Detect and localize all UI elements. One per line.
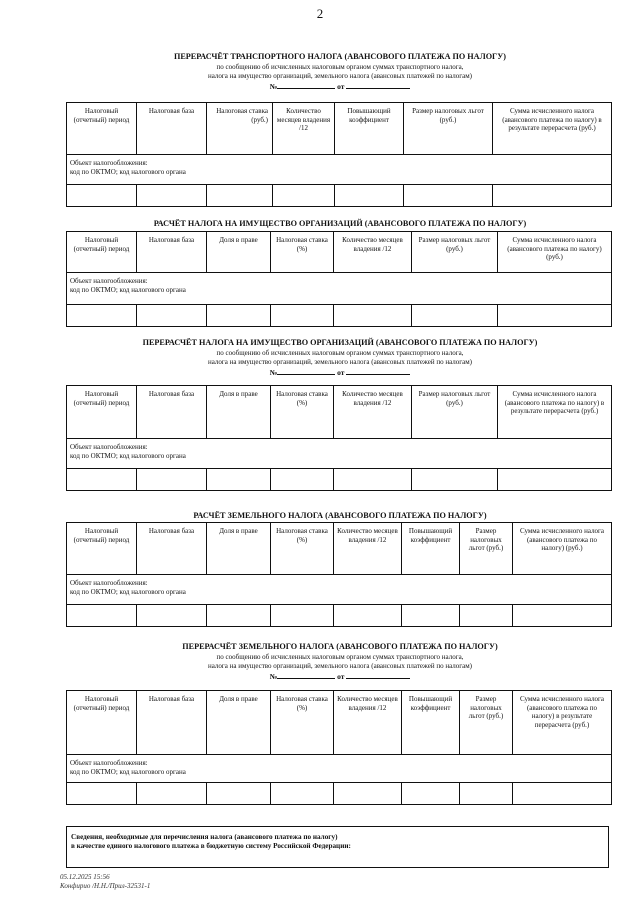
header-benefits: Размер налоговых льгот (руб.) xyxy=(460,691,513,755)
input-cell[interactable] xyxy=(460,605,513,627)
header-coefficient: Повышающий коэффициент xyxy=(402,691,460,755)
input-cell[interactable] xyxy=(334,305,412,327)
header-rate: Налоговая ставка (%) xyxy=(271,386,334,439)
section-5-basis-line-2: налога на имущество организаций, земельного налога (авансовых платежей по налогам) xyxy=(208,662,472,670)
section-1-table xyxy=(66,102,612,207)
header-period: Налоговый (отчетный) период xyxy=(67,523,137,575)
section-2-title: РАСЧЁТ НАЛОГА НА ИМУЩЕСТВО ОРГАНИЗАЦИЙ (АВАНСОВОГО ПЛАТЕЖА ПО НАЛОГУ) xyxy=(153,219,527,228)
footer-document-code: Конфирио /Н.Н./Прил-32531-1 xyxy=(60,882,151,890)
header-rate: Налоговая ставка (%) xyxy=(271,691,334,755)
input-cell[interactable] xyxy=(404,185,493,207)
input-cell[interactable] xyxy=(137,783,207,805)
payment-info-line-2: в качестве единого налогового платежа в бюджетную систему Российской Федерации: xyxy=(71,842,351,850)
header-base: Налоговая база xyxy=(137,386,207,439)
header-rate: Налоговая ставка (%) xyxy=(271,232,334,273)
input-cell[interactable] xyxy=(271,469,334,491)
section-4-table xyxy=(66,522,612,627)
header-benefits: Размер налоговых льгот (руб.) xyxy=(412,232,498,273)
object-of-taxation: Объект налогообложения: код по ОКТМО; код налогового органа xyxy=(67,575,612,605)
input-cell[interactable] xyxy=(498,305,612,327)
header-period: Налоговый (отчетный) период xyxy=(67,232,137,273)
input-cell[interactable] xyxy=(137,305,207,327)
section-3-title: ПЕРЕРАСЧЁТ НАЛОГА НА ИМУЩЕСТВО ОРГАНИЗАЦИЙ (АВАНСОВОГО ПЛАТЕЖА ПО НАЛОГУ) xyxy=(142,338,538,347)
section-1-basis-line-1: по сообщению об исчисленных налоговым органом суммах транспортного налога, xyxy=(216,63,464,71)
header-base: Налоговая база xyxy=(137,103,207,155)
header-coefficient: Повышающий коэффициент xyxy=(335,103,404,155)
section-4-title: РАСЧЁТ ЗЕМЕЛЬНОГО НАЛОГА (АВАНСОВОГО ПЛАТЕЖА ПО НАЛОГУ) xyxy=(193,511,487,520)
section-2-table xyxy=(66,231,612,327)
header-sum: Сумма исчисленного налога (авансового платежа по налогу) (руб.) xyxy=(513,523,612,575)
header-period: Налоговый (отчетный) период xyxy=(67,691,137,755)
input-cell[interactable] xyxy=(412,305,498,327)
header-base: Налоговая база xyxy=(137,691,207,755)
header-months: Количество месяцев владения /12 xyxy=(334,523,402,575)
input-cell[interactable] xyxy=(493,185,612,207)
input-cell[interactable] xyxy=(207,605,271,627)
object-of-taxation: Объект налогообложения: код по ОКТМО; код налогового органа xyxy=(67,439,612,469)
header-share: Доля в праве xyxy=(207,386,271,439)
page-number: 2 xyxy=(316,6,324,21)
input-cell[interactable] xyxy=(207,469,271,491)
input-cell[interactable] xyxy=(513,605,612,627)
input-cell[interactable] xyxy=(460,783,513,805)
section-1-number-date: № от xyxy=(40,81,640,91)
object-of-taxation: Объект налогообложения: код по ОКТМО; код налогового органа xyxy=(67,755,612,783)
input-cell[interactable] xyxy=(412,469,498,491)
section-5-number-date: № от xyxy=(40,671,640,681)
section-5-table xyxy=(66,690,612,805)
input-cell[interactable] xyxy=(271,305,334,327)
input-cell[interactable] xyxy=(67,783,137,805)
header-months: Количество месяцев владения /12 xyxy=(334,691,402,755)
header-benefits: Размер налоговых льгот (руб.) xyxy=(460,523,513,575)
input-cell[interactable] xyxy=(67,605,137,627)
header-sum: Сумма исчисленного налога (авансового платежа по налогу) (руб.) xyxy=(498,232,612,273)
input-cell[interactable] xyxy=(334,605,402,627)
section-3-table xyxy=(66,385,612,491)
header-share: Доля в праве xyxy=(207,232,271,273)
section-5-title: ПЕРЕРАСЧЁТ ЗЕМЕЛЬНОГО НАЛОГА (АВАНСОВОГО ПЛАТЕЖА ПО НАЛОГУ) xyxy=(182,642,498,651)
header-period: Налоговый (отчетный) период xyxy=(67,386,137,439)
header-benefits: Размер налоговых льгот (руб.) xyxy=(404,103,493,155)
input-cell[interactable] xyxy=(67,305,137,327)
header-base: Налоговая база xyxy=(137,523,207,575)
input-cell[interactable] xyxy=(271,605,334,627)
header-period: Налоговый (отчетный) период xyxy=(67,103,137,155)
section-1-basis-line-2: налога на имущество организаций, земельного налога (авансовых платежей по налогам) xyxy=(208,72,472,80)
section-3-basis-line-1: по сообщению об исчисленных налоговым органом суммах транспортного налога, xyxy=(216,349,464,357)
input-cell[interactable] xyxy=(334,783,402,805)
header-share: Доля в праве xyxy=(207,691,271,755)
header-sum: Сумма исчисленного налога (авансового платежа по налогу) в результате перерасчета (руб.) xyxy=(493,103,612,155)
header-months: Количество месяцев владения /12 xyxy=(334,232,412,273)
header-sum: Сумма исчисленного налога (авансового платежа по налогу) в результате перерасчета (руб.) xyxy=(498,386,612,439)
header-months: Количество месяцев владения /12 xyxy=(273,103,335,155)
input-cell[interactable] xyxy=(67,185,137,207)
input-cell[interactable] xyxy=(137,185,207,207)
object-of-taxation: Объект налогообложения: код по ОКТМО; код налогового органа xyxy=(67,155,612,185)
input-cell[interactable] xyxy=(207,305,271,327)
header-coefficient: Повышающий коэффициент xyxy=(402,523,460,575)
input-cell[interactable] xyxy=(402,783,460,805)
input-cell[interactable] xyxy=(207,185,273,207)
section-1-title: ПЕРЕРАСЧЁТ ТРАНСПОРТНОГО НАЛОГА (АВАНСОВОГО ПЛАТЕЖА ПО НАЛОГУ) xyxy=(173,52,507,61)
input-cell[interactable] xyxy=(207,783,271,805)
section-3-basis-line-2: налога на имущество организаций, земельного налога (авансовых платежей по налогам) xyxy=(208,358,472,366)
section-5-basis-line-1: по сообщению об исчисленных налоговым органом суммах транспортного налога, xyxy=(216,653,464,661)
object-of-taxation: Объект налогообложения: код по ОКТМО; код налогового органа xyxy=(67,273,612,305)
input-cell[interactable] xyxy=(334,469,412,491)
header-benefits: Размер налоговых льгот (руб.) xyxy=(412,386,498,439)
input-cell[interactable] xyxy=(67,469,137,491)
input-cell[interactable] xyxy=(335,185,404,207)
input-cell[interactable] xyxy=(137,605,207,627)
header-base: Налоговая база xyxy=(137,232,207,273)
input-cell[interactable] xyxy=(137,469,207,491)
payment-info-line-1: Сведения, необходимые для перечисления налога (авансового платежа по налогу) xyxy=(71,833,338,841)
header-rate: Налоговая ставка (%) xyxy=(271,523,334,575)
header-rate: Налоговая ставка (руб.) xyxy=(207,103,273,155)
input-cell[interactable] xyxy=(271,783,334,805)
header-months: Количество месяцев владения /12 xyxy=(334,386,412,439)
payment-info-box xyxy=(66,826,609,868)
section-3-number-date: № от xyxy=(40,367,640,377)
header-sum: Сумма исчисленного налога (авансового платежа по налогу) в результате перерасчета (руб.) xyxy=(513,691,612,755)
input-cell[interactable] xyxy=(498,469,612,491)
footer-timestamp: 05.12.2025 15:56 xyxy=(60,873,110,881)
input-cell[interactable] xyxy=(402,605,460,627)
input-cell[interactable] xyxy=(273,185,335,207)
header-share: Доля в праве xyxy=(207,523,271,575)
input-cell[interactable] xyxy=(513,783,612,805)
